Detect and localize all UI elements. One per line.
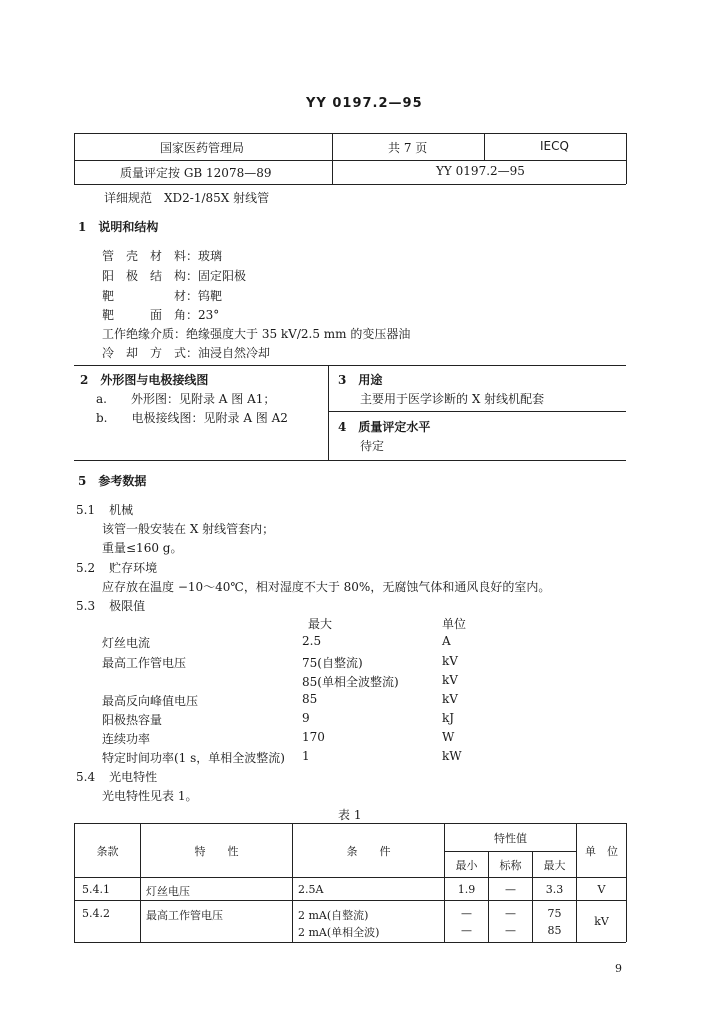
section-1-heading: 1 说明和结构 — [78, 220, 159, 234]
limit-value: 9 — [302, 711, 310, 725]
row-clause: 5.4.2 — [82, 907, 110, 920]
header-condition: 条 件 — [346, 845, 391, 858]
row-clause: 5.4.1 — [82, 883, 110, 896]
section-2-item-a: a. 外形图：见附录 A 图 A1； — [96, 392, 276, 406]
list-item: 工作绝缘介质：绝缘强度大于 35 kV/2.5 mm 的变压器油 — [102, 327, 411, 341]
section-4-text: 待定 — [360, 439, 385, 453]
section-5-1-line: 该管一般安装在 X 射线管套内； — [102, 522, 275, 536]
header-max: 最大 — [543, 859, 566, 872]
header-values: 特性值 — [494, 832, 527, 845]
section-5-2-line: 应存放在温度 −10～40℃，相对湿度不大于 80%，无腐蚀气体和通风良好的室内。 — [102, 580, 551, 594]
row-condition: 2.5A — [298, 883, 324, 896]
row-unit: V — [597, 883, 606, 896]
table-mid-border — [74, 160, 626, 161]
limit-name: 连续功率 — [102, 732, 151, 746]
quality-basis-cell: 质量评定按 GB 12078—89 — [120, 166, 272, 180]
row-min: — — [461, 907, 472, 920]
section-2-heading: 2 外形图与电极接线图 — [80, 373, 209, 387]
row-characteristic: 最高工作管电压 — [146, 909, 223, 922]
document-code: YY 0197.2—95 — [306, 96, 423, 111]
row-nominal: — — [505, 883, 516, 896]
limit-name: 阳极热容量 — [102, 713, 163, 727]
row-characteristic: 灯丝电压 — [146, 885, 190, 898]
section-5-heading: 5 参考数据 — [78, 474, 147, 488]
list-item: 靶 面 角：23° — [102, 308, 220, 322]
limit-value: 170 — [302, 730, 325, 744]
header-clause: 条款 — [96, 845, 119, 858]
limit-value: 75(自整流) — [302, 656, 363, 670]
iecq-cell: IECQ — [540, 139, 569, 153]
limit-value: 1 — [302, 749, 310, 763]
list-item: 阳 极 结 构：固定阳极 — [102, 269, 247, 283]
limit-unit: kV — [442, 692, 458, 706]
table-1-caption: 表 1 — [338, 808, 362, 822]
row-max: 3.3 — [545, 883, 564, 896]
limit-unit: kV — [442, 673, 458, 687]
section-5-4-line: 光电特性见表 1。 — [102, 789, 198, 803]
limit-value: 2.5 — [302, 634, 322, 648]
limit-unit: kJ — [442, 711, 455, 725]
limit-unit: W — [442, 730, 455, 744]
limit-name: 特定时间功率(1 s，单相全波整流) — [102, 751, 285, 765]
box-center-divider — [328, 365, 329, 460]
pages-cell: 共 7 页 — [388, 141, 428, 155]
header-nominal: 标称 — [499, 859, 522, 872]
limit-name: 最高工作管电压 — [102, 656, 187, 670]
list-item: 靶 材：钨靶 — [102, 289, 223, 303]
row-unit: kV — [594, 915, 609, 928]
box-bottom-border — [74, 460, 626, 461]
limit-unit: kW — [442, 749, 462, 763]
limit-value: 85(单相全波整流) — [302, 675, 399, 689]
table-left-border — [74, 133, 75, 184]
row-condition: 2 mA(自整流) — [298, 909, 369, 922]
table-bottom-border — [74, 184, 626, 185]
section-3-text: 主要用于医学诊断的 X 射线机配套 — [360, 392, 545, 406]
limit-name: 最高反向峰值电压 — [102, 694, 199, 708]
row-max-2: 85 — [547, 924, 562, 937]
box-right-split — [328, 411, 626, 412]
doc-number-cell: YY 0197.2—95 — [436, 164, 525, 178]
header-min: 最小 — [455, 859, 478, 872]
row-nominal-2: — — [505, 924, 516, 937]
list-item: 管 壳 材 料：玻璃 — [102, 249, 223, 263]
row-max: 75 — [547, 907, 562, 920]
limit-unit: A — [442, 634, 451, 648]
header-characteristic: 特 性 — [194, 845, 239, 858]
limits-col-unit: 单位 — [442, 617, 467, 631]
list-item: 冷 却 方 式：油浸自然冷却 — [102, 346, 271, 360]
table-right-border — [626, 133, 627, 184]
limit-name: 灯丝电流 — [102, 636, 151, 650]
section-3-heading: 3 用途 — [338, 373, 383, 387]
table-top-border — [74, 133, 626, 134]
row-min: 1.9 — [457, 883, 476, 896]
section-5-3-heading: 5.3 极限值 — [76, 599, 146, 613]
section-5-4-heading: 5.4 光电特性 — [76, 770, 158, 784]
row-condition-2: 2 mA(单相全波) — [298, 926, 380, 939]
section-4-heading: 4 质量评定水平 — [338, 420, 431, 434]
page-number: 9 — [615, 962, 622, 975]
section-5-1-heading: 5.1 机械 — [76, 503, 134, 517]
table-center-divider — [332, 133, 333, 184]
row-min-2: — — [461, 924, 472, 937]
limits-col-max: 最大 — [308, 617, 333, 631]
section-2-item-b: b. 电极接线图：见附录 A 图 A2 — [96, 411, 288, 425]
box-top-border — [74, 365, 626, 366]
section-5-2-heading: 5.2 贮存环境 — [76, 561, 158, 575]
table-iecq-divider — [484, 133, 485, 160]
header-unit: 单 位 — [585, 845, 618, 858]
limit-value: 85 — [302, 692, 318, 706]
authority-cell: 国家医药管理局 — [160, 141, 245, 155]
limit-unit: kV — [442, 654, 458, 668]
row-nominal: — — [505, 907, 516, 920]
section-5-1-line: 重量≤160 g。 — [102, 541, 183, 555]
spec-title: 详细规范 XD2-1/85X 射线管 — [104, 191, 270, 205]
